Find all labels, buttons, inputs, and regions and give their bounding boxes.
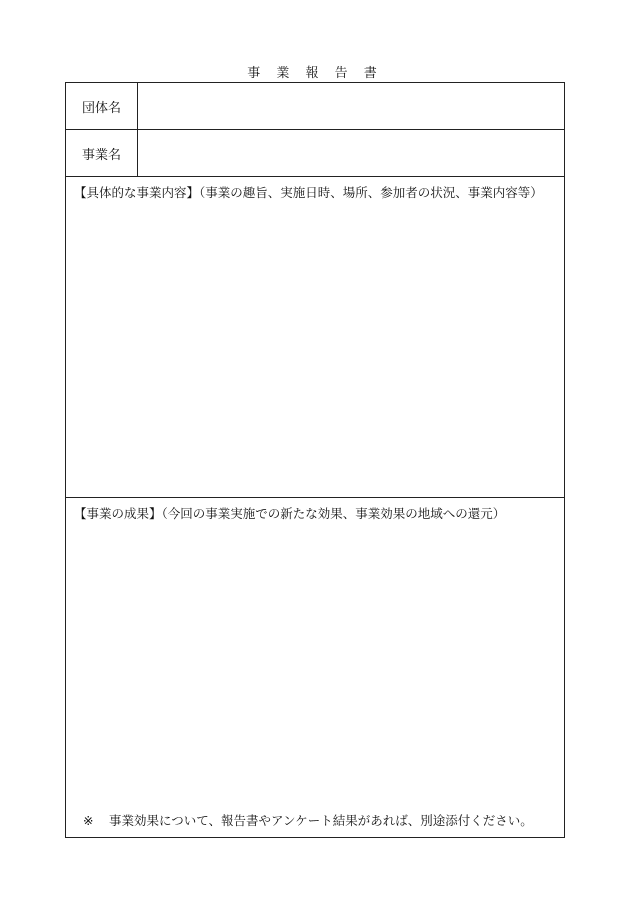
organization-row: [66, 83, 564, 130]
organization-label: 団体名: [66, 83, 138, 129]
project-content-field[interactable]: [66, 205, 564, 497]
project-content-heading: 【具体的な事業内容】（事業の趣旨、実施日時、場所、参加者の状況、事業内容等）: [74, 185, 543, 200]
attachment-note: [83, 811, 533, 829]
document-title: 事 業 報 告 書: [247, 66, 383, 81]
project-results-field[interactable]: [66, 526, 564, 837]
project-row: [66, 130, 564, 177]
project-field[interactable]: [138, 130, 564, 176]
project-results-heading: 【事業の成果】（今回の事業実施での新たな効果、事業効果の地域への還元）: [74, 506, 506, 521]
note-mark: ※: [83, 813, 94, 828]
organization-field[interactable]: [138, 83, 564, 129]
note-text: 事業効果について、報告書やアンケート結果があれば、別途添付ください。: [109, 813, 533, 828]
project-results-section: [66, 498, 564, 837]
project-content-section: [66, 177, 564, 498]
report-form: [65, 82, 565, 838]
project-label: 事業名: [66, 130, 138, 176]
